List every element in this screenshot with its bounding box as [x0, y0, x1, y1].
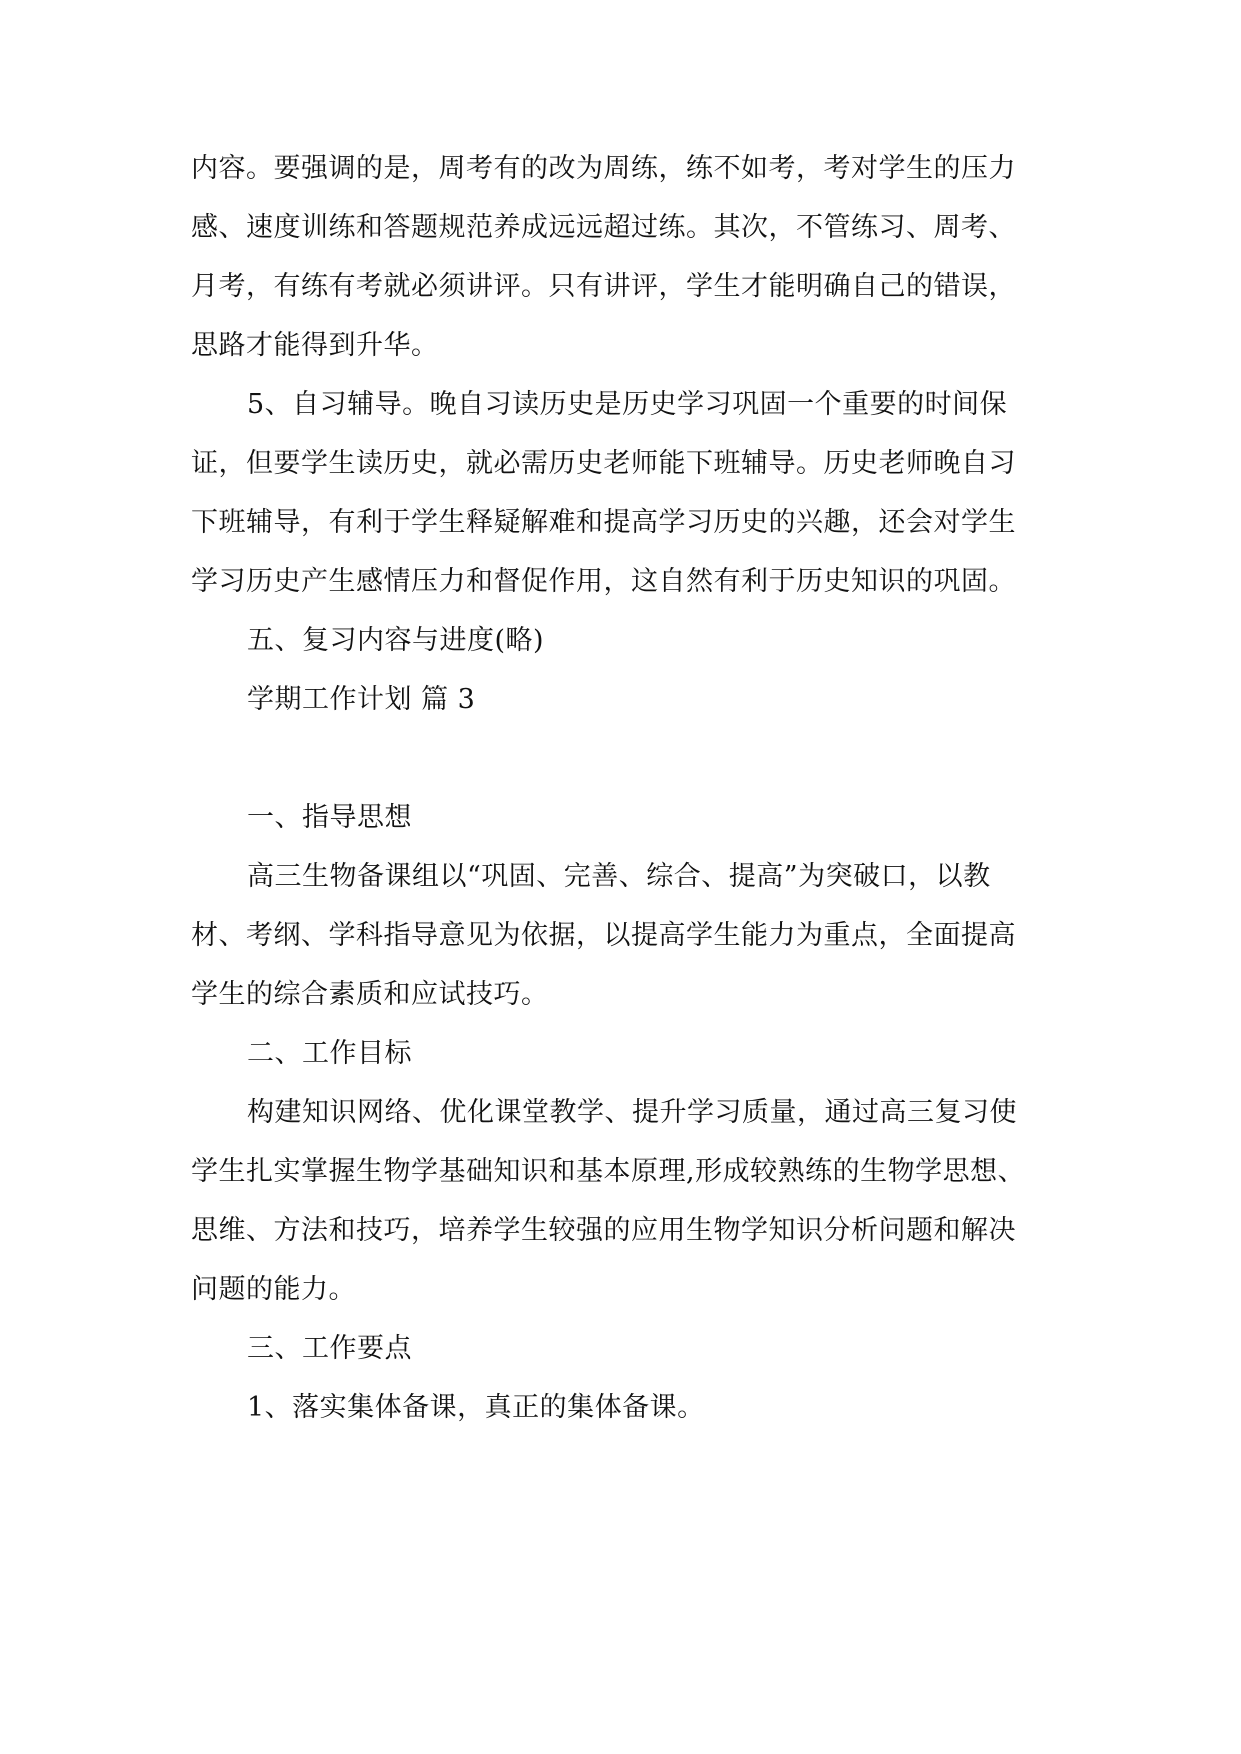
paragraph-line: 感、速度训练和答题规范养成远远超过练。其次，不管练习、周考、	[191, 212, 1016, 243]
paragraph-line: 高三生物备课组以“巩固、完善、综合、提高”为突破口，以教	[247, 861, 991, 892]
paragraph-line: 材、考纲、学科指导意见为依据，以提高学生能力为重点，全面提高	[191, 920, 1016, 951]
paragraph-line: 构建知识网络、优化课堂教学、提升学习质量，通过高三复习使	[247, 1097, 1017, 1128]
paragraph-line: 月考，有练有考就必须讲评。只有讲评，学生才能明确自己的错误，	[191, 271, 1016, 302]
section-heading: 三、工作要点	[247, 1333, 412, 1364]
section-heading: 五、复习内容与进度(略)	[247, 625, 545, 656]
paragraph-line: 学习历史产生感情压力和督促作用，这自然有利于历史知识的巩固。	[191, 566, 1016, 597]
paragraph-line: 问题的能力。	[191, 1274, 356, 1305]
paragraph-line: 学生扎实掌握生物学基础知识和基本原理,形成较熟练的生物学思想、	[191, 1156, 1026, 1187]
paragraph-line: 1、落实集体备课，真正的集体备课。	[247, 1392, 705, 1423]
paragraph-line: 下班辅导，有利于学生释疑解难和提高学习历史的兴趣，还会对学生	[191, 507, 1016, 538]
paragraph-line: 思路才能得到升华。	[191, 330, 439, 361]
paragraph-line: 证，但要学生读历史，就必需历史老师能下班辅导。历史老师晚自习	[191, 448, 1016, 479]
section-heading: 二、工作目标	[247, 1038, 412, 1069]
document-title: 学期工作计划 篇 3	[247, 684, 476, 715]
section-heading: 一、指导思想	[247, 802, 412, 833]
paragraph-line: 5、自习辅导。晚自习读历史是历史学习巩固一个重要的时间保	[247, 389, 1008, 420]
paragraph-line: 思维、方法和技巧，培养学生较强的应用生物学知识分析问题和解决	[191, 1215, 1016, 1246]
paragraph-line: 内容。要强调的是，周考有的改为周练，练不如考，考对学生的压力	[191, 153, 1016, 184]
paragraph-line: 学生的综合素质和应试技巧。	[191, 979, 549, 1010]
